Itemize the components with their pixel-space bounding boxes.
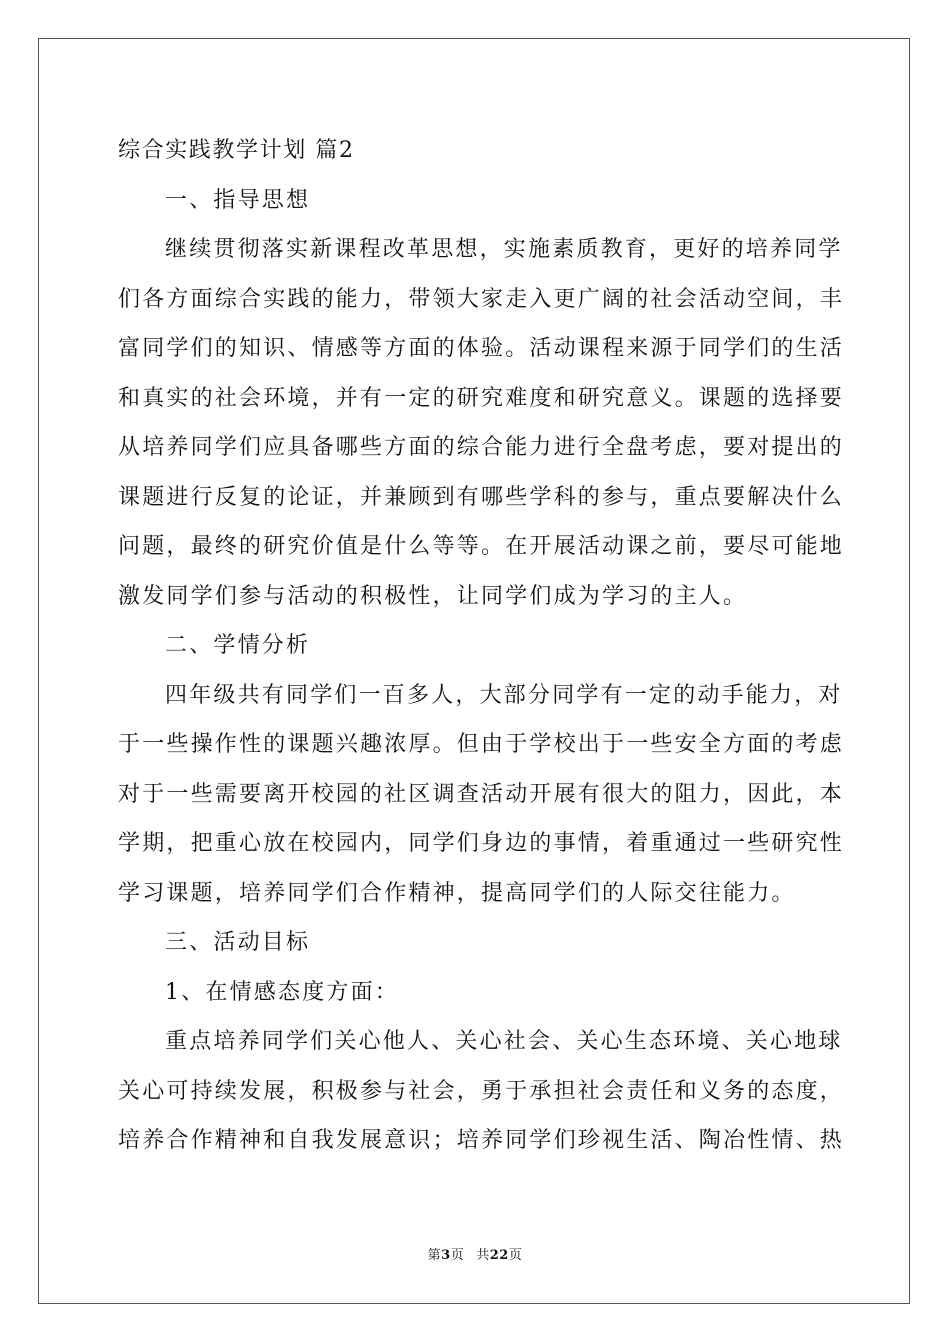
text-line: 1、在情感态度方面： [165, 979, 399, 1005]
text-line: 课题进行反复的论证，并兼顾到有哪些学科的参与，重点要解决什么 [118, 484, 845, 510]
page-prefix: 第 [427, 1248, 442, 1263]
text-line: 学习课题，培养同学们合作精神，提高同学们的人际交往能力。 [118, 880, 796, 906]
page-current: 3 [441, 1248, 451, 1263]
text-line: 从培养同学们应具备哪些方面的综合能力进行全盘考虑，要对提出的 [118, 435, 845, 460]
page-total: 22 [489, 1248, 509, 1263]
text-line: 富同学们的知识、情感等方面的体验。活动课程来源于同学们的生活 [118, 336, 845, 361]
total-prefix: 共 [476, 1248, 490, 1263]
text-line: 三、活动目标 [165, 930, 311, 955]
text-line: 于一些操作性的课题兴趣浓厚。但由于学校出于一些安全方面的考虑 [118, 732, 845, 757]
text-line: 重点培养同学们关心他人、关心社会、关心生态环境、关心地球 [165, 1029, 843, 1054]
page-suffix: 页 [450, 1248, 465, 1263]
text-line: 们各方面综合实践的能力，带领大家走入更广阔的社会活动空间，丰 [118, 286, 845, 312]
text-line: 关心可持续发展，积极参与社会，勇于承担社会责任和义务的态度， [118, 1078, 845, 1104]
document-body [118, 126, 845, 1166]
document-title: 综合实践教学计划 篇2 [118, 138, 355, 163]
text-line: 学期，把重心放在校园内，同学们身边的事情，着重通过一些研究性 [118, 831, 845, 856]
text-line: 对于一些需要离开校园的社区调查活动开展有很大的阻力，因此，本 [118, 781, 845, 807]
text-line: 培养合作精神和自我发展意识；培养同学们珍视生活、陶冶性情、热 [118, 1128, 845, 1153]
text-line: 和真实的社会环境，并有一定的研究难度和研究意义。课题的选择要 [118, 385, 845, 411]
total-suffix: 页 [508, 1248, 523, 1263]
text-line: 激发同学们参与活动的积极性，让同学们成为学习的主人。 [118, 583, 748, 609]
document-lines [118, 176, 845, 1166]
text-line: 二、学情分析 [165, 633, 311, 658]
text-line: 继续贯彻落实新课程改革思想，实施素质教育，更好的培养同学 [165, 237, 843, 262]
text-line: 四年级共有同学们一百多人，大部分同学有一定的动手能力，对 [165, 682, 843, 708]
text-line: 问题，最终的研究价值是什么等等。在开展活动课之前，要尽可能地 [118, 534, 845, 559]
page-footer [0, 1247, 950, 1265]
text-line: 一、指导思想 [165, 187, 311, 213]
